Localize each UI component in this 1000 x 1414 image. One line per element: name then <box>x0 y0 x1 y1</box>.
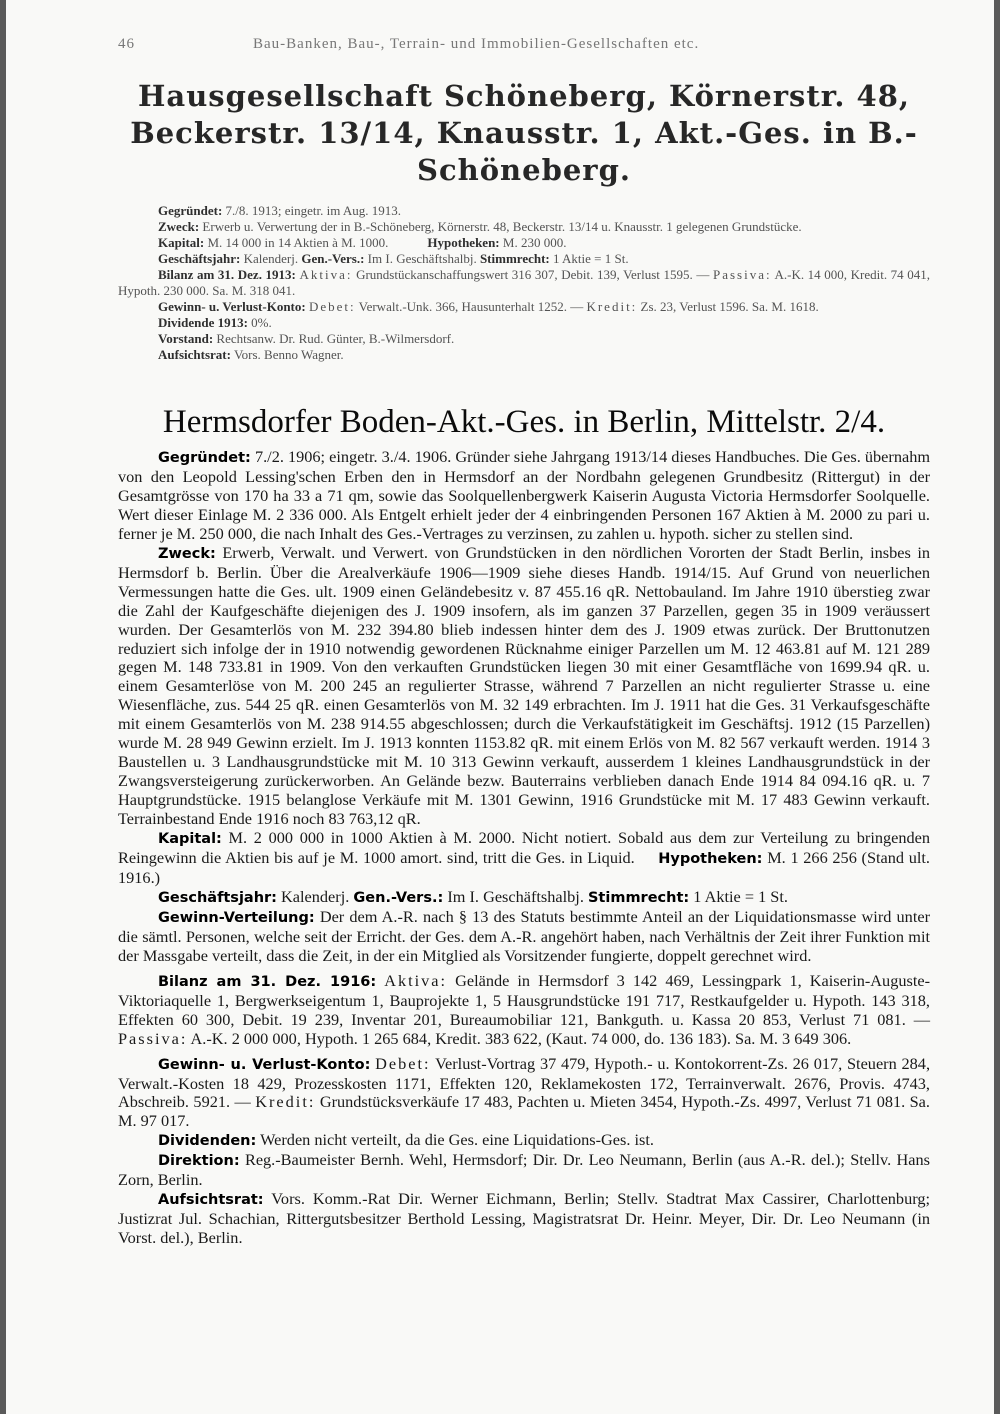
label: Passiva: <box>118 1028 188 1048</box>
label: Vorstand: <box>158 331 214 346</box>
dividend-paragraph <box>118 1131 930 1151</box>
page-number: 46 <box>118 36 135 52</box>
label: Stimmrecht: <box>479 251 550 266</box>
management-text: Reg.-Baumeister Bernh. Wehl, Hermsdorf; Dir. Dr. Leo Neumann, Berlin (aus A.-R. del.); Stellv. Hans Zorn, Berlin. <box>118 1150 930 1190</box>
supervisory-text: Vors. Benno Wagner. <box>233 347 344 362</box>
label: Zweck: <box>158 219 200 234</box>
profit-distribution-text: Der dem A.-R. nach § 13 des Statuts bestimmte Anteil an der Liquidationsmasse wird unter die sämtl. Personen, welche seit der Erricht. der Ges. dem A.-R. angehört haben, nach Verhältnis der Zeit ihrer Funktion mit der Massgabe verteilt, dass die Zeit, in der ein Mitglied als Vorsitzender fungierte, doppelt gerechnet wird. <box>118 906 930 965</box>
fiscal-text: Kalenderj. <box>281 886 350 906</box>
fiscal-paragraph <box>118 251 930 267</box>
label: Gegründet: <box>158 203 223 218</box>
founded-paragraph <box>118 448 930 544</box>
company-entry-2 <box>118 402 930 1248</box>
purpose-text: Erwerb u. Verwertung der in B.-Schöneberg, Körnerstr. 48, Beckerstr. 13/14 u. Knausstr. 1 gelegenen Grundstücke. <box>202 219 802 234</box>
label: Direktion: <box>158 1153 240 1170</box>
pnl-paragraph <box>118 1055 930 1132</box>
meeting-text: Im I. Geschäftshalbj. <box>367 251 477 266</box>
label: Debet: <box>375 1053 431 1073</box>
capital-text: M. 14 000 in 14 Aktien à M. 1000. <box>207 235 389 250</box>
credit-text: Grundstücksverkäufe 17 483, Pachten u. Mieten 3454, Hypoth.-Zs. 4997, Verlust 71 081. Sa. M. 97 017. <box>118 1092 930 1131</box>
label: Bilanz am 31. Dez. 1916: <box>158 973 377 990</box>
label: Gewinn- u. Verlust-Konto: <box>158 1056 371 1073</box>
assets-text: Gelände in Hermsdorf 3 142 469, Lessingpark 1, Kaiserin-Auguste-Viktoriaquelle 1, Bergwerkseigentum 1, Bauprojekte 1, 5 Hausgrundstücke 191 717, Restkaufgelder u. Hypoth. 143 318, Effekten 60 300, Debit. 19 239, Inventar 201, Bureaumobiliar 121, Bankguth. u. Kassa 20 853, Verlust 71 081. — <box>118 970 930 1029</box>
label: Hypotheken: <box>658 851 763 868</box>
label: Gewinn-Verteilung: <box>158 909 315 926</box>
supervisory-paragraph <box>118 1190 930 1248</box>
liabilities-text: A.-K. 2 000 000, Hypoth. 1 265 684, Kredit. 383 622, (Kaut. 74 000, do. 136 183). Sa. M. 3 649 306. <box>190 1028 852 1048</box>
label: Geschäftsjahr: <box>158 889 277 906</box>
label: Kredit: <box>255 1092 316 1112</box>
board-paragraph <box>118 331 930 347</box>
fiscal-text: Kalenderj. <box>243 251 299 266</box>
purpose-paragraph <box>118 219 930 235</box>
label: Passiva: <box>712 267 772 282</box>
mortgage-text: M. 1 266 256 (Stand ult. 1916.) <box>118 848 931 887</box>
label: Aktiva: <box>299 267 353 282</box>
fiscal-paragraph <box>118 888 930 908</box>
label: Aufsichtsrat: <box>158 347 231 362</box>
label: Zweck: <box>158 545 216 562</box>
pnl-paragraph: Gewinn- u. Verlust-Konto: Debet: Verwalt.-Unk. 366, Hausunterhalt 1252. — Kredit: Zs. 23, Verlust 1596. Sa. M. 1618. <box>158 299 819 314</box>
capital-paragraph <box>118 235 930 251</box>
founded-text: 7./8. 1913; eingetr. im Aug. 1913. <box>225 203 402 218</box>
capital-paragraph <box>118 829 930 888</box>
mortgage-text: M. 230 000. <box>502 235 567 250</box>
voting-text: 1 Aktie = 1 St. <box>553 251 629 266</box>
label: Bilanz am 31. Dez. 1913: <box>158 267 296 282</box>
dividend-paragraph <box>118 315 930 331</box>
label: Kapital: <box>158 235 205 250</box>
document-page <box>6 0 994 1414</box>
label: Aufsichtsrat: <box>158 1192 264 1209</box>
label: Stimmrecht: <box>587 889 690 906</box>
balance-paragraph: Bilanz am 31. Dez. 1913: Aktiva: Grundstückanschaffungswert 316 307, Debit. 139, Verlust 1595. — Passiva: A.-K. 14 000, Kredit. 74 041, Hypoth. 230 000. Sa. M. 318 041. <box>118 267 931 298</box>
label: Dividende 1913: <box>158 315 248 330</box>
label: Gegründet: <box>158 450 251 466</box>
meeting-text: Im I. Geschäftshalbj. <box>447 886 584 906</box>
supervisory-paragraph <box>118 347 930 363</box>
balance-paragraph <box>118 972 930 1049</box>
company-title: Hausgesellschaft Schöneberg, Körnerstr. 48, Beckerstr. 13/14, Knausstr. 1, Akt.-Ges. in B.-Schöneberg. <box>130 79 918 187</box>
debit-text: Verlust-Vortrag 37 479, Hypoth.- u. Kontokorrent-Zs. 26 017, Steuern 284, Verwalt.-Kosten 18 429, Prozesskosten 1171, Effekten 120, Reklamekosten 172, Terrainverwalt. 2676, Provis. 4743, Abschreib. 5921. — <box>118 1053 931 1112</box>
running-head <box>118 36 908 56</box>
founded-paragraph <box>118 203 930 219</box>
label: Gewinn- u. Verlust-Konto: <box>158 299 306 314</box>
management-paragraph <box>118 1151 930 1190</box>
supervisory-text: Vors. Komm.-Rat Dir. Werner Eichmann, Berlin; Stellv. Stadtrat Max Cassirer, Charlottenburg; Justizrat Jul. Schachian, Rittergutsbesitzer Berthold Lessing, Magistratsrat Dr. Heinr. Meyer, Dir. Dr. Leo Neumann (in Vorst. del.), Berlin. <box>118 1189 931 1248</box>
label: Gen.-Vers.: <box>301 251 365 266</box>
dividend-text: Werden nicht verteilt, da die Ges. eine Liquidations-Ges. ist. <box>260 1130 654 1150</box>
label: Aktiva: <box>384 970 448 990</box>
dividend-text: 0%. <box>251 315 272 330</box>
label: Hypotheken: <box>427 235 500 250</box>
board-text: Rechtsanw. Dr. Rud. Günter, B.-Wilmersdorf. <box>216 331 455 346</box>
debit-text: Verwalt.-Unk. 366, Hausunterhalt 1252. <box>358 299 567 314</box>
company-title: Hermsdorfer Boden-Akt.-Ges. in Berlin, Mittelstr. 2/4. <box>162 404 886 440</box>
label: Geschäftsjahr: <box>158 251 241 266</box>
label: Gen.-Vers.: <box>353 889 444 906</box>
purpose-paragraph <box>118 544 930 829</box>
credit-text: Zs. 23, Verlust 1596. Sa. M. 1618. <box>640 299 819 314</box>
label: Kredit: <box>586 299 638 314</box>
founded-text: 7./2. 1906; eingetr. 3./4. 1906. Gründer siehe Jahrgang 1913/14 dieses Handbuches. Die Ges. übernahm von den Leopold Lessing'schen Erben den in Hermsdorf an der Nordbahn gelegenen Grundbesitz (Rittergut) in der Gesamtgrösse von 170 ha 33 a 71 qm, sowie das Soolquellenbergwerk Kaiserin Augusta Victoria Hermsdorfer Soolquelle. Wert dieser Einlage M. 2 336 000. Als Entgelt erhielt jeder der 4 einbringenden Personen 167 Aktien à M. 2000 zu pari u. ferner je M. 250 000, die nach Inhalt des Ges.-Vertrages zu verzinsen, zu zahlen u. hypoth. sicher zu stellen sind. <box>118 447 930 543</box>
purpose-text: Erwerb, Verwalt. und Verwert. von Grundstücken in den nördlichen Vororten der Stadt Berlin, insbes in Hermsdorf b. Berlin. Über die Arealverkäufe 1906—1909 siehe dieses Handb. 1914/15. Auf Grund von neuerlichen Vermessungen hatte die Ges. ult. 1909 einen Geländebesitz v. 87 455.16 qR. Nettobauland. Im Jahre 1910 überstieg zwar die Zahl der Kaufgeschäfte diejenigen des J. 1909 insofern, als im ganzen 37 Parzellen, gegen 35 in 1909 veräussert wurden. Der Gesamterlös von M. 232 394.80 blieb indessen hinter dem des J. 1909 etwas zurück. Der Bruttonutzen reduziert sich infolge der in 1910 notwendig gewordenen Rücknahme einiger Parzellen um M. 12 463.81 auf M. 121 289 gegen M. 148 733.81 in 1909. Von den verkauften Grundstücken liegen 30 mit einer Gesamtfläche von 1699.94 qR. u. einem Gesamterlöse von M. 200 245 an regulierter Strasse, während 7 Parzellen an nicht regulierter Strasse u. eine Wiesenfläche, zus. 544 25 qR. einen Gesamterlös von M. 32 149 erbrachten. Im J. 1911 hat die Ges. 31 Verkaufsgeschäfte mit einem Gesamterlös von M. 238 914.55 abgeschlossen; durch die Verkaufstätigkeit im Geschäftsj. 1912 (15 Parzellen) wurde M. 28 949 Gewinn erzielt. Im J. 1913 konnten 1153.82 qR. mit einem Erlös von M. 82 567 verkauft werden. 1914 3 Baustellen u. 3 Landhausgrundstücke mit M. 10 313 Gewinn verkauft, ausserdem 1 kleines Landhausgrundstück in der Zwangsversteigerung zurückerworben. An Gelände bezw. Bauterrains verblieben danach Ende 1914 84 094.16 qR. u. 7 Hauptgrundstücke. 1915 belanglose Verkäufe mit M. 1301 Gewinn, 1916 Grundstücke mit M. 17 483 Gewinn verkauft. Terrainbestand Ende 1916 noch 83 763,12 qR. <box>118 542 930 829</box>
label: Debet: <box>308 299 356 314</box>
running-title: Bau-Banken, Bau-, Terrain- und Immobilien-Gesellschaften etc. <box>253 36 700 52</box>
label: Kapital: <box>158 831 222 848</box>
profit-distribution-paragraph <box>118 908 930 966</box>
liabilities-text: A.-K. 14 000, Kredit. 74 041, Hypoth. 230 000. Sa. M. 318 041. <box>118 267 931 298</box>
company-entry-1 <box>118 78 930 363</box>
capital-text: M. 2 000 000 in 1000 Aktien à M. 2000. Nicht notiert. Sobald aus dem zur Verteilung zu bringenden Reingewinn die Aktien bis auf je M. 1000 amort. sind, tritt die Ges. in Liquid. <box>118 828 930 868</box>
voting-text: 1 Aktie = 1 St. <box>693 886 788 906</box>
assets-text: Grundstückanschaffungswert 316 307, Debit. 139, Verlust 1595. <box>356 267 693 282</box>
label: Dividenden: <box>158 1133 257 1150</box>
